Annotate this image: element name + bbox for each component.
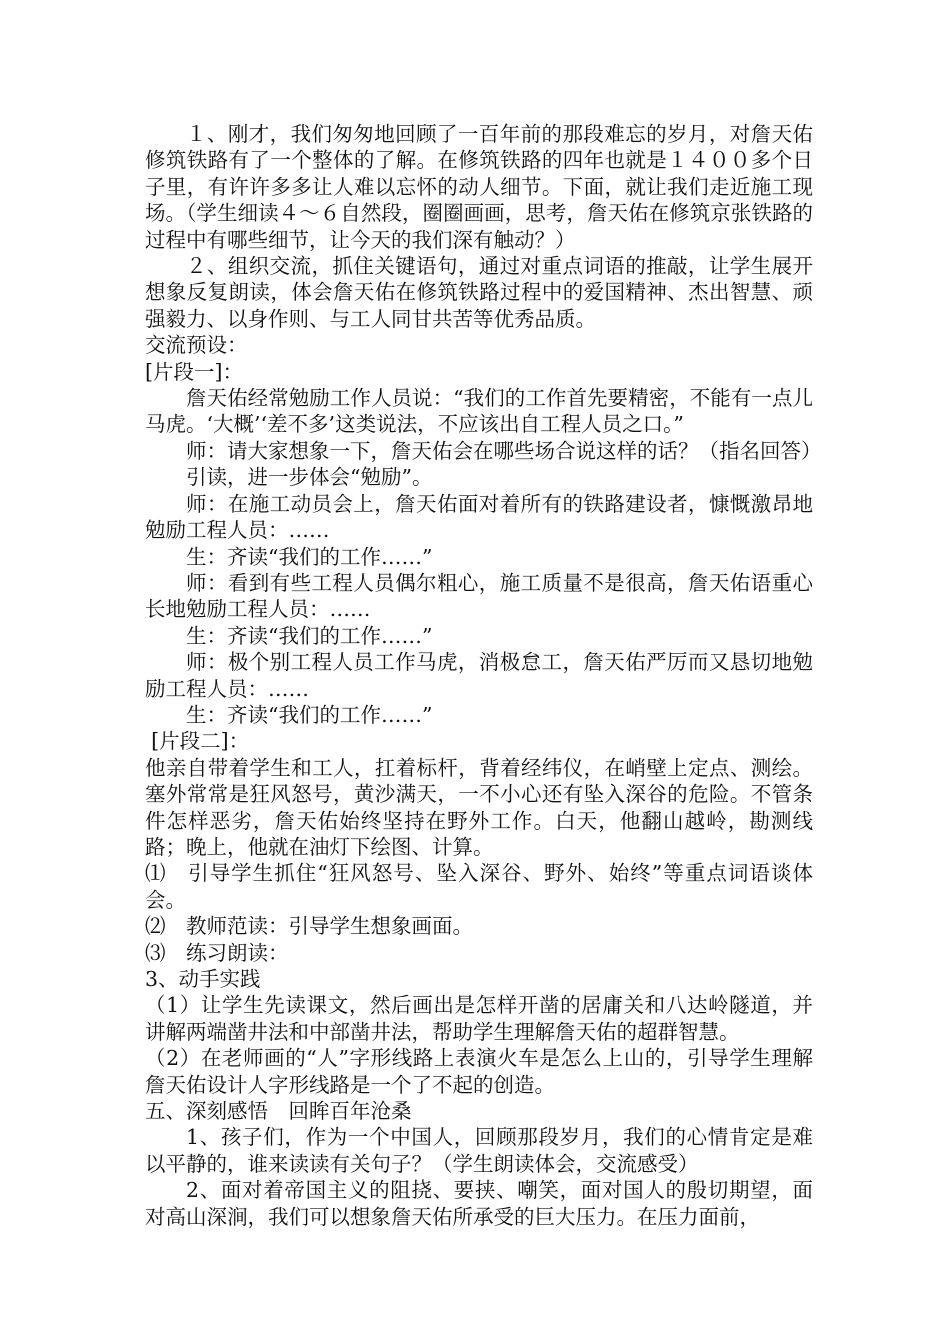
paragraph-step-3: ⑶ 练习朗读： [145, 940, 289, 965]
paragraph-fragment-1-heading: [片段一]： [145, 359, 243, 384]
paragraph-teacher-1: 师：在施工动员会上，詹天佑面对着所有的铁路建设者，慷慨激昂地勉励工程人员：…… [145, 491, 813, 543]
paragraph-teacher-3: 师：极个别工程人员工作马虎，消极怠工，詹天佑严厉而又恳切地勉励工程人员：…… [145, 650, 813, 701]
paragraph-student-2: 生：齐读“我们的工作……” [186, 623, 433, 648]
paragraph-activity-2: ２、组织交流，抓住关键语句，通过对重点词语的推敲，让学生展开想象反复朗读，体会詹天佑在修筑铁路过程中的爱国精神、杰出智慧、顽强毅力、以身作则、与工人同甘共苦等优秀品质。 [145, 254, 813, 331]
paragraph-step-1: ⑴ 引导学生抓住“狂风怒号、坠入深谷、野外、始终”等重点词语谈体会。 [145, 861, 813, 912]
paragraph-fragment-2-heading: [片段二]： [151, 729, 250, 754]
paragraph-hands-on-1: （1）让学生先读课文，然后画出是怎样开凿的居庸关和八达岭隧道，并讲解两端凿井法和中部凿井法，帮助学生理解詹天佑的超群智慧。 [145, 993, 813, 1044]
paragraph-activity-1: １、刚才，我们匆匆地回顾了一百年前的那段难忘的岁月，对詹天佑修筑铁路有了一个整体的了解。在修筑铁路的四年也就是１４００多个日子里，有许许多多让人难以忘怀的动人细节。下面，就让我们走近施工现场。（学生细读４～６自然段，圈圈画画，思考，詹天佑在修筑京张铁路的过程中有哪些细节，让今天的我们深有触动？） [145, 122, 813, 252]
paragraph-guided-reading: 引读，进一步体会“勉励”。 [186, 465, 433, 490]
paragraph-step-2: ⑵ 教师范读：引导学生想象画面。 [145, 914, 473, 939]
paragraph-student-3: 生：齐读“我们的工作……” [186, 702, 433, 727]
paragraph-teacher-2: 师：看到有些工程人员偶尔粗心，施工质量不是很高，詹天佑语重心长地勉励工程人员：…… [145, 570, 813, 622]
paragraph-hands-on-2: （2）在老师画的“人”字形线路上表演火车是怎么上山的，引导学生理解詹天佑设计人字形线路是一个了不起的创造。 [145, 1046, 813, 1097]
document-body [145, 121, 822, 1230]
paragraph-teacher-question: 师：请大家想象一下，詹天佑会在哪些场合说这样的话？（指名回答） [186, 438, 822, 463]
paragraph-fragment-2-text: 他亲自带着学生和工人，扛着标杆，背着经纬仪，在峭壁上定点、测绘。塞外常常是狂风怒号，黄沙满天，一不小心还有坠入深谷的危险。不管条件怎样恶劣，詹天佑始终坚持在野外工作。白天，他翻山越岭，勘测线路；晚上，他就在油灯下绘图、计算。 [145, 755, 813, 859]
paragraph-reflection-2: 2、面对着帝国主义的阻挠、要挟、嘲笑，面对国人的殷切期望，面对高山深涧，我们可以想象詹天佑所承受的巨大压力。在压力面前， [145, 1178, 813, 1229]
paragraph-hands-on-heading: 3、动手实践 [145, 967, 261, 991]
paragraph-reflection-1: 1、孩子们，作为一个中国人，回顾那段岁月，我们的心情肯定是难以平静的，谁来读读有关句子？（学生朗读体会，交流感受） [145, 1125, 813, 1176]
paragraph-student-1: 生：齐读“我们的工作……” [186, 544, 433, 569]
paragraph-preset-heading: 交流预设： [145, 333, 248, 358]
paragraph-quote: 詹天佑经常勉励工作人员说：“我们的工作首先要精密，不能有一点儿马虎。‘大概’‘差不多’这类说法，不应该出自工程人员之口。” [145, 386, 813, 437]
section-heading-five: 五、深刻感悟 回眸百年沧桑 [145, 1099, 412, 1124]
